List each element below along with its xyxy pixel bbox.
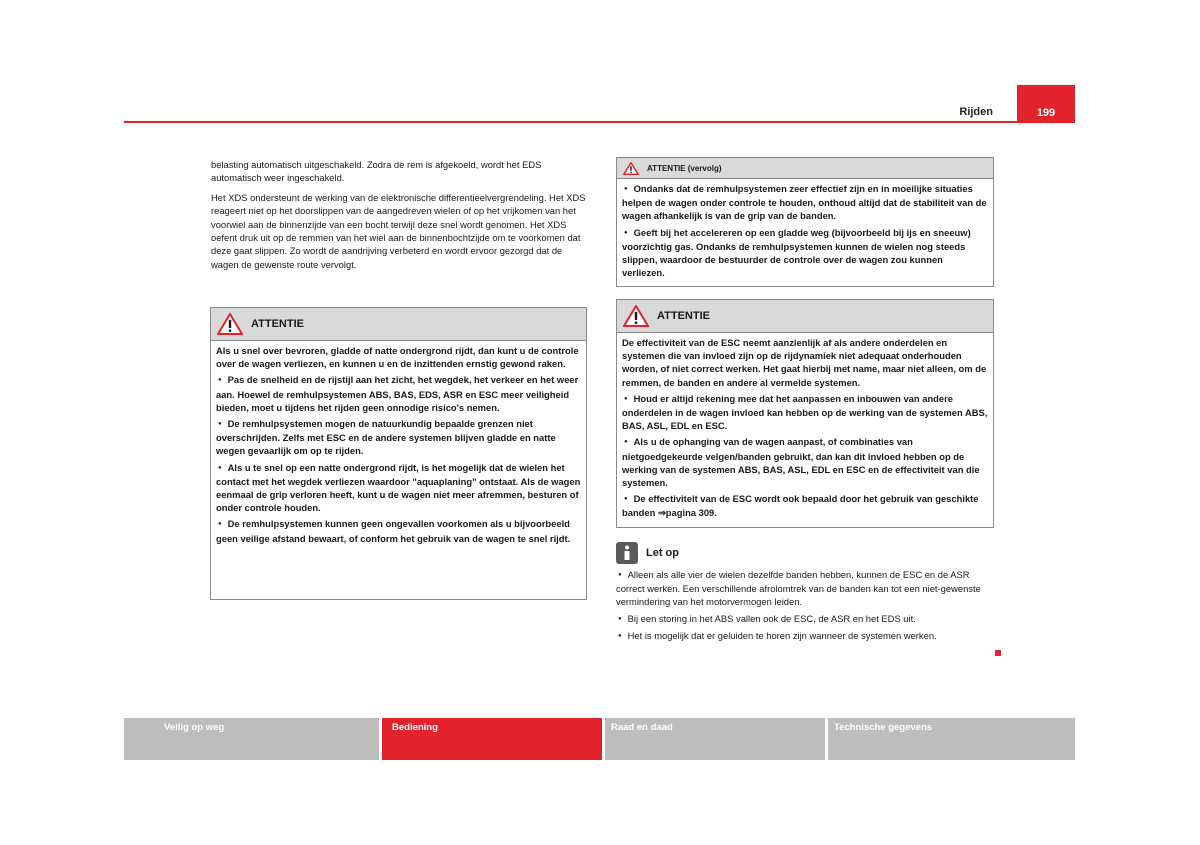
warning-continued-title: ATTENTIE (vervolg) <box>647 163 722 173</box>
warning-bullet: ● Geeft bij het accelereren op een gladde weg (bijvoorbeeld bij ijs en sneeuw) voorzichtig gas. Ondanks de remhulpsystemen kunnen de wielen nog steeds slippen, waardoor de bestuurder de controle over de wagen zou kunnen verliezen. <box>622 226 988 280</box>
warning-bullet: ● Als u de ophanging van de wagen aanpast, of combinaties van nietgoedgekeurde velgen/banden gebruikt, dan kan dit invloed hebben op de werking van de systemen ABS, BAS, ASL, EDL en ESC en de effectiviteit van die systemen. <box>622 435 988 489</box>
warning-continued-header <box>617 158 993 179</box>
warning-box-header <box>211 308 586 341</box>
footer-tab-raad-en-daad[interactable]: Raad en daad <box>605 718 825 760</box>
info-icon <box>616 542 638 564</box>
note-bullet: ● Alleen als alle vier de wielen dezelfde banden hebben, kunnen de ESC en de ASR correct werken. Een verschillende afrolomtrek van de banden kan tot een niet-gewenste vermindering van het motorvermogen leiden. <box>616 568 996 609</box>
note-body <box>616 568 996 643</box>
note-section <box>616 542 996 646</box>
footer-tab-bediening[interactable]: Bediening <box>382 718 602 760</box>
info-glyph <box>621 545 633 561</box>
warning-body <box>617 333 993 526</box>
warning-triangle-icon <box>623 305 649 327</box>
section-end-marker <box>995 650 1001 656</box>
header-rule <box>124 121 1075 123</box>
warning-triangle-icon <box>217 313 243 335</box>
warning-bullet: ● Als u te snel op een natte ondergrond rijdt, is het mogelijk dat de wielen het contact met het wegdek verliezen waardoor "aquaplaning" ontstaat. Als de wagen eenmaal de grip verloren heeft, kunt u de wagen niet meer afremmen, besturen of onder controle houden. <box>216 461 581 515</box>
warning-continued-body <box>617 179 993 285</box>
warning-intro: De effectiviteit van de ESC neemt aanzienlijk af als andere onderdelen en systemen die van invloed zijn op de rijdynamiek niet adequaat onderhouden worden, of niet correct werken. Het gaat hierbij met name, maar niet alleen, om de remmen, de banden en andere al vermelde systemen. <box>622 337 987 388</box>
warning-box-header <box>617 300 993 333</box>
warning-box <box>210 307 587 600</box>
warning-continued-box <box>616 157 994 287</box>
note-title: Let op <box>646 547 679 559</box>
section-title: Rijden <box>959 106 993 118</box>
footer-tab-technische-gegevens[interactable]: Technische gegevens <box>828 718 1075 760</box>
warning-bullet: ● Ondanks dat de remhulpsystemen zeer effectief zijn en in moeilijke situaties helpen de wagen onder controle te houden, onthoud altijd dat de stabiliteit van de wagen afhankelijk is van de grip van de banden. <box>622 182 988 223</box>
warning-bullet: ● De remhulpsystemen mogen de natuurkundig bepaalde grenzen niet overschrijden. Zelfs met ESC en de andere systemen blijven gladde en natte wegen gevaarlijk om op te rijden. <box>216 417 581 458</box>
warning-box-esc <box>616 299 994 528</box>
warning-body <box>211 341 586 551</box>
warning-intro: Als u snel over bevroren, gladde of natte ondergrond rijdt, dan kunt u de controle over de wagen verliezen, en kunnen u en de inzittenden ernstig gewond raken. <box>216 345 579 370</box>
warning-title: ATTENTIE <box>251 318 304 330</box>
page-number-badge <box>1017 85 1075 123</box>
warning-triangle-icon <box>623 162 639 175</box>
paragraph: Het XDS ondersteunt de werking van de elektronische differentieelvergrendeling. Het XDS reageert niet op het doorslippen van de aangedreven wielen of op het vrijkomen van het voorwiel aan de binnenzijde van een bocht terwijl deze snel wordt genomen. Het XDS oefent druk uit op de remmen van het wiel aan de binnenbochtzijde om te voorkomen dat deze gaat slippen. Zo wordt de aandrijving verbeterd en wordt ervoor gezorgd dat de wagen de gewenste route vervolgt. <box>211 191 586 270</box>
warning-bullet: ● De effectiviteit van de ESC wordt ook bepaald door het gebruik van geschikte banden ⇒pagina 309. <box>622 492 988 519</box>
note-header <box>616 542 996 564</box>
note-bullet: ● Bij een storing in het ABS vallen ook de ESC, de ASR en het EDS uit. <box>616 612 996 626</box>
paragraph: belasting automatisch uitgeschakeld. Zodra de rem is afgekoeld, wordt het EDS automatisch weer ingeschakeld. <box>211 159 542 184</box>
warning-title: ATTENTIE <box>657 310 710 322</box>
page-number: 199 <box>1036 107 1056 119</box>
warning-bullet: ● Pas de snelheid en de rijstijl aan het zicht, het wegdek, het verkeer en het weer aan. Hoewel de remhulpsystemen ABS, BAS, EDS, ASR en ESC meer veiligheid bieden, moet u tijdens het rijden geen onnodige risico's nemen. <box>216 373 581 414</box>
warning-bullet: ● Houd er altijd rekening mee dat het aanpassen en inbouwen van andere onderdelen in de wagen invloed kan hebben op de werking van de systemen ABS, BAS, ASL, EDL en ESC. <box>622 392 988 433</box>
left-body-text <box>211 158 586 277</box>
warning-bullet: ● De remhulpsystemen kunnen geen ongevallen voorkomen als u bijvoorbeeld geen veilige afstand bewaart, of conform het gebruik van de wagen te snel rijdt. <box>216 517 581 544</box>
footer-tab-veilig-op-weg[interactable]: Veilig op weg <box>124 718 379 760</box>
note-bullet: ● Het is mogelijk dat er geluiden te horen zijn wanneer de systemen werken. <box>616 629 996 643</box>
